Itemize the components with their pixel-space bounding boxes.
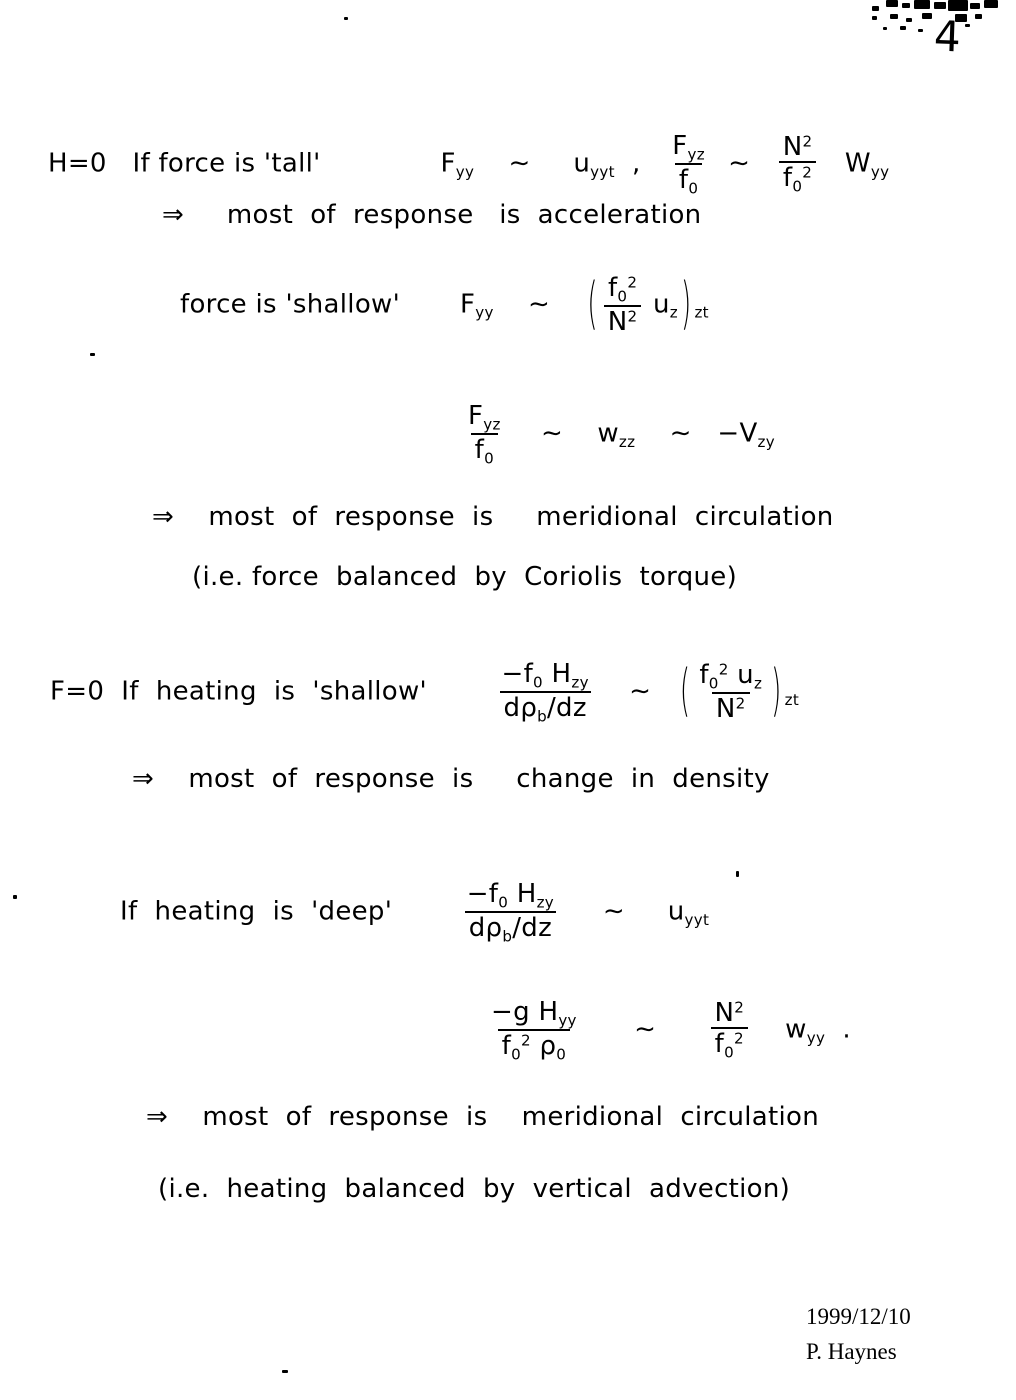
note-line-ghyy-relation: $\frac{-g H_{yy}}{f_0^2 \rho_0}$ ∼ $\frac{N^2}{f_0^2}$ $w_{yy}$ . — [491, 997, 851, 1063]
note-line-response-meridional-1: ⇒ most of response is meridional circulation — [152, 502, 834, 532]
note-line-response-density: ⇒ most of response is change in density — [132, 764, 770, 794]
footer-stamp — [806, 1300, 911, 1369]
ink-speck — [344, 17, 348, 20]
note-line-coriolis-torque: (i.e. force balanced by Coriolis torque) — [192, 562, 738, 592]
footer-date: 1999/12/10 — [806, 1304, 911, 1329]
ink-speck — [282, 1370, 288, 1373]
note-line-response-meridional-2: ⇒ most of response is meridional circulation — [146, 1102, 819, 1132]
note-line-heating-deep: If heating is 'deep' $\frac{-f_0 H_{zy}}{d\rho_b/dz}$ ∼ $u_{yyt}$ — [120, 879, 710, 945]
note-line-force-shallow: force is 'shallow' $F_{yy}$ ∼ ( $\frac{f_0^2}{N^2}$ $u_z$ ) $_{zt}$ — [180, 272, 709, 338]
ink-speck — [736, 871, 739, 877]
note-line-fyz-relation: $\frac{F_{yz}}{f_0}$ ∼ $w_{zz}$ ∼ $-V_{zy}$ — [468, 401, 775, 467]
footer-author: P. Haynes — [806, 1338, 897, 1364]
page-number: 4 — [933, 11, 962, 62]
ink-speck — [90, 353, 95, 356]
note-line-response-acceleration: ⇒ most of response is acceleration — [162, 200, 702, 230]
note-line-vertical-advection: (i.e. heating balanced by vertical advection) — [158, 1174, 791, 1204]
ink-speck — [13, 895, 17, 899]
note-line-heating-shallow: F=0 If heating is 'shallow' $\frac{-f_0 H_{zy}}{d\rho_b/dz}$ ∼ ( $\frac{f_0^2 u_z}{N^2}$ ) $_{zt}$ — [50, 659, 800, 725]
note-line-force-tall: H=0 If force is 'tall' $F_{yy}$ ∼ $u_{yyt}$ , $\frac{F_{yz}}{f_0}$ ∼ $\frac{N^2}{f_0^2}$ $W_{yy}$ — [48, 131, 890, 197]
